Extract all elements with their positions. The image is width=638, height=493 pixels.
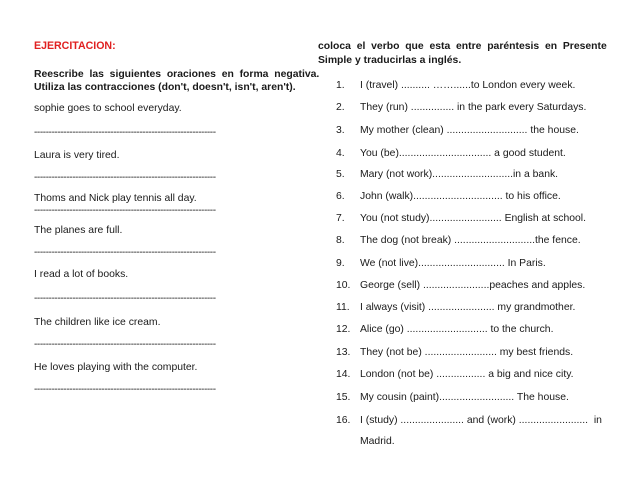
exercise-item-15 [336,391,569,404]
item-number: 15. [336,392,351,403]
left-column [34,40,320,395]
item-text: Alice (go) ............................ to the church. [360,324,554,335]
sentence-3: Thoms and Nick play tennis all day. [34,193,197,204]
exercise-title: EJERCITACION: [34,40,116,52]
item-text: Mary (not work)............................in a bank. [360,169,559,180]
item-number: 16. [336,415,351,426]
sentence-5: I read a lot of books. [34,269,129,280]
item-text: They (not be) ......................... my best friends. [360,347,574,358]
exercise-item-3 [336,124,579,137]
exercise-item-4 [336,147,566,160]
item-number: 3. [336,125,345,136]
item-number: 8. [336,235,345,246]
exercise-item-10 [336,279,585,292]
answer-line-7[interactable]: -------------------------------------------------------------- [34,385,216,395]
exercise-item-5 [336,168,558,181]
item-text: I (travel) .......... ……......to London every week. [360,80,576,91]
item-text: My cousin (paint).......................... The house. [360,392,569,403]
exercise-item-6 [336,190,561,203]
item-text: I (study) ...................... and (work) ........................ in [360,415,602,426]
item-text: London (not be) ................. a big and nice city. [360,369,574,380]
exercise-item-16-continuation: Madrid. [360,436,395,447]
item-text: The dog (not break) ............................the fence. [360,235,581,246]
item-number: 13. [336,347,351,358]
sentence-2: Laura is very tired. [34,150,120,161]
sentence-7: He loves playing with the computer. [34,362,198,373]
item-number: 14. [336,369,351,380]
present-simple-instruction [318,40,607,68]
item-text: George (sell) .......................peaches and apples. [360,280,586,291]
answer-line-1[interactable]: -------------------------------------------------------------- [34,128,216,138]
exercise-item-16 [336,414,602,427]
exercise-item-2 [336,101,586,114]
item-number: 2. [336,102,345,113]
item-text: We (not live).............................. In Paris. [360,258,546,269]
exercise-item-12 [336,323,553,336]
exercise-item-11 [336,301,575,314]
answer-line-5[interactable]: -------------------------------------------------------------- [34,294,216,304]
instruction-line-2: Utiliza las contracciones (don't, doesn't, isn't, aren't). [34,82,296,93]
exercise-item-1 [336,79,575,92]
right-instruction-line-2: Simple y traducirlas a inglés. [318,55,462,66]
item-number: 4. [336,148,345,159]
answer-line-4[interactable]: -------------------------------------------------------------- [34,248,216,258]
item-text: You (be)................................ a good student. [360,148,566,159]
item-text: John (walk)............................... to his office. [360,191,561,202]
exercise-item-8 [336,234,581,247]
instruction-line-1: Reescribe las siguientes oraciones en forma negativa. [34,69,320,80]
item-number: 7. [336,213,345,224]
item-text: You (not study)......................... English at school. [360,213,587,224]
item-number: 10. [336,280,351,291]
item-number: 9. [336,258,345,269]
item-text: I always (visit) ....................... my grandmother. [360,302,576,313]
item-number: 5. [336,169,345,180]
answer-line-6[interactable]: -------------------------------------------------------------- [34,340,216,350]
right-column [318,40,607,447]
rewrite-instruction [34,68,320,94]
exercise-item-14 [336,368,574,381]
item-number: 11. [336,302,350,313]
sentence-4: The planes are full. [34,225,123,236]
answer-line-2[interactable]: -------------------------------------------------------------- [34,173,216,183]
item-number: 6. [336,191,345,202]
item-text: They (run) ............... in the park every Saturdays. [360,102,587,113]
right-instruction-line-1: coloca el verbo que esta entre paréntesis en Presente [318,41,607,52]
sentence-1: sophie goes to school everyday. [34,103,182,114]
item-text: My mother (clean) ............................ the house. [360,125,579,136]
answer-line-3[interactable]: -------------------------------------------------------------- [34,206,216,216]
exercise-item-9 [336,257,546,270]
item-number: 12. [336,324,351,335]
exercise-item-13 [336,346,573,359]
sentence-6: The children like ice cream. [34,317,161,328]
exercise-item-7 [336,212,586,225]
item-number: 1. [336,80,345,91]
